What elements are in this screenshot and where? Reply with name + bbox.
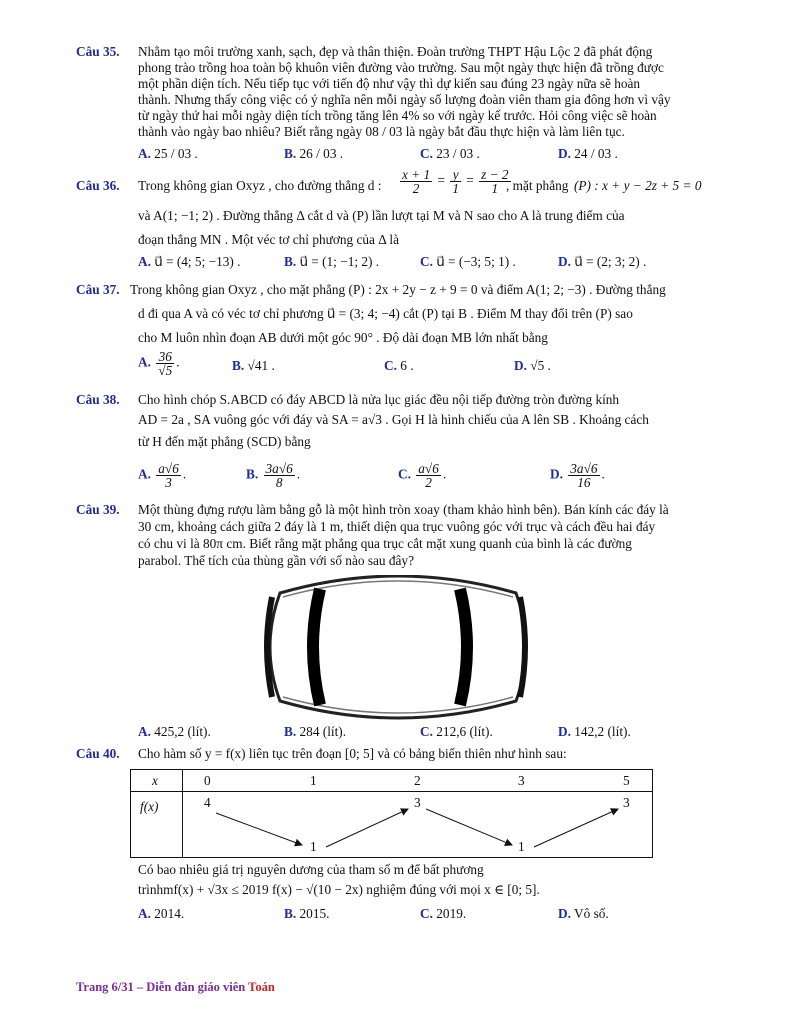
- question-text-line: một phần diện tích. Nếu tiếp tục với tiến độ như vậy thì dự kiến sau đúng 23 ngày nữa sẽ hoàn: [138, 76, 641, 91]
- option-c[interactable]: [420, 254, 516, 270]
- x-value: 3: [518, 773, 525, 788]
- site-name: Diễn đàn giáo viên: [146, 980, 249, 994]
- option-label: C.: [420, 906, 433, 921]
- question-number: Câu 36.: [76, 178, 120, 193]
- option-a[interactable]: [138, 724, 211, 740]
- option-text: 2014.: [154, 906, 185, 921]
- f-value: 1: [518, 839, 525, 854]
- fraction: $\frac{3a√6}{8}$: [265, 461, 293, 490]
- question-text-line: cho M luôn nhìn đoạn AB dưới một góc 90° . Độ dài đoạn MB lớn nhất bằng: [138, 330, 548, 345]
- f-value: 1: [310, 839, 317, 854]
- question-number: Câu 40.: [76, 746, 120, 761]
- option-label: D.: [558, 724, 571, 739]
- option-text: 2015.: [299, 906, 330, 921]
- option-label: C.: [420, 146, 433, 161]
- line-equation: $\frac{x + 1}{2}$ = $\frac{y}{1}$ = $\frac{z - 2}{1}$: [402, 167, 509, 196]
- option-text: 284 (lít).: [299, 724, 347, 739]
- option-text: 212,6 (lít).: [436, 724, 493, 739]
- question-text-line: từ ngày thứ hai mỗi ngày diện tích trồng tăng lên 4% so với ngày kế trước. Hỏi công việc sẽ hoàn: [138, 108, 657, 123]
- option-text: u⃗ = (1; −1; 2) .: [299, 254, 380, 269]
- question-text-line: từ H đến mặt phẳng (SCD) bằng: [138, 434, 311, 449]
- option-b[interactable]: B. $\frac{3a√6}{8}$ .: [246, 461, 301, 490]
- option-d[interactable]: [558, 906, 609, 922]
- option-label: B.: [284, 724, 297, 739]
- question-text-line: Trong không gian Oxyz , cho đường thẳng d :: [138, 178, 382, 193]
- option-d[interactable]: D. $\frac{3a√6}{16}$ .: [550, 461, 605, 490]
- option-a[interactable]: [138, 146, 198, 162]
- question-text-line: Một thùng đựng rượu làm bằng gỗ là một hình tròn xoay (tham khảo hình bên). Bán kính các đáy là: [138, 502, 669, 517]
- barrel-figure: [258, 575, 538, 720]
- option-label: C.: [384, 358, 397, 373]
- option-c[interactable]: C. $\frac{a√6}{2}$ .: [398, 461, 447, 490]
- option-text: 25 / 03 .: [154, 146, 198, 161]
- question-text-line: phong trào trồng hoa toàn bộ khuôn viên đường vào trường. Sau một ngày thực hiện đã trồng được: [138, 60, 664, 75]
- option-text: √41 .: [247, 358, 275, 373]
- option-text: 2019.: [436, 906, 467, 921]
- fraction: $\frac{a√6}{3}$: [158, 461, 179, 490]
- option-a[interactable]: A. $\frac{a√6}{3}$ .: [138, 461, 187, 490]
- question-text-line: Cho hình chóp S.ABCD có đáy ABCD là nửa lục giác đều nội tiếp đường tròn đường kính: [138, 392, 620, 407]
- page-number: Trang 6/31: [76, 980, 134, 994]
- option-text: 24 / 03 .: [574, 146, 618, 161]
- option-text: 26 / 03 .: [299, 146, 344, 161]
- option-text: u⃗ = (2; 3; 2) .: [574, 254, 647, 269]
- arrow-up: [534, 809, 618, 847]
- question-text-line: Có bao nhiêu giá trị nguyên dương của tham số m để bất phương: [138, 862, 484, 877]
- header-fx: f(x): [140, 799, 159, 814]
- option-label: B.: [232, 358, 245, 373]
- option-text: 23 / 03 .: [436, 146, 480, 161]
- option-label: A.: [138, 724, 151, 739]
- x-value: 5: [623, 773, 630, 788]
- option-label: B.: [284, 906, 297, 921]
- option-b[interactable]: [284, 906, 329, 922]
- option-label: A.: [138, 146, 151, 161]
- option-label: B.: [246, 466, 259, 482]
- footer-separator: –: [133, 980, 147, 994]
- question-text-line: d đi qua A và có véc tơ chỉ phương u⃗ = (3; 4; −4) cắt (P) tại B . Điểm M thay đổi trên (P) sao: [138, 306, 633, 321]
- option-b[interactable]: [284, 146, 343, 162]
- site-name-accent: Toán: [248, 980, 275, 994]
- option-label: A.: [138, 906, 151, 921]
- question-text-line: đoạn thẳng MN . Một véc tơ chỉ phương của Δ là: [138, 232, 399, 247]
- variation-arrows: [130, 769, 653, 858]
- question-number: Câu 37.: [76, 282, 120, 297]
- question-text-line: Trong không gian Oxyz , cho mặt phẳng (P) : 2x + 2y − z + 9 = 0 và điểm A(1; 2; −3) . Đường thẳng: [130, 282, 666, 297]
- arrow-down: [426, 809, 512, 845]
- page-footer: [76, 980, 275, 995]
- f-value: 4: [204, 795, 211, 810]
- header-x: x: [152, 773, 158, 788]
- x-value: 1: [310, 773, 317, 788]
- option-b[interactable]: [284, 724, 346, 740]
- option-label: C.: [398, 466, 411, 482]
- fraction: $\frac{a√6}{2}$: [418, 461, 439, 490]
- option-d[interactable]: [558, 146, 618, 162]
- fraction: $\frac{36}{√5}$: [158, 349, 173, 378]
- option-c[interactable]: [420, 146, 480, 162]
- option-label: D.: [558, 146, 571, 161]
- question-text-line: có chu vi là 80π cm. Biết rằng mặt phẳng qua trục cắt mặt xung quanh của bình là các đường: [138, 536, 632, 551]
- option-label: D.: [558, 254, 571, 269]
- option-b[interactable]: [232, 358, 275, 374]
- f-value: 3: [623, 795, 630, 810]
- option-a[interactable]: [138, 254, 240, 270]
- question-text-line: và A(1; −1; 2) . Đường thẳng Δ cắt d và (P) lần lượt tại M và N sao cho A là trung điểm của: [138, 208, 625, 223]
- barrel-hoop: [460, 589, 467, 705]
- option-d[interactable]: [514, 358, 551, 374]
- option-d[interactable]: [558, 254, 646, 270]
- question-text-line: 30 cm, khoảng cách giữa 2 đáy là 1 m, thiết diện qua trục vuông góc với trục và cách đều hai đáy: [138, 519, 656, 534]
- variation-table: [130, 769, 653, 858]
- x-value: 2: [414, 773, 421, 788]
- option-text: u⃗ = (4; 5; −13) .: [154, 254, 241, 269]
- question-text-line: trìnhmf(x) + √3x ≤ 2019 f(x) − √(10 − 2x) nghiệm đúng với mọi x ∈ [0; 5].: [138, 882, 540, 897]
- question-text-line: Cho hàm số y = f(x) liên tục trên đoạn [0; 5] và có bảng biến thiên như hình sau:: [138, 746, 567, 761]
- option-label: B.: [284, 254, 297, 269]
- fraction: $\frac{y}{1}$: [452, 167, 459, 196]
- arrow-down: [216, 813, 302, 845]
- option-label: A.: [138, 466, 151, 482]
- option-text: 142,2 (lít).: [574, 724, 631, 739]
- option-text: u⃗ = (−3; 5; 1) .: [436, 254, 516, 269]
- option-label: D.: [558, 906, 571, 921]
- option-label: A.: [138, 354, 151, 370]
- option-b[interactable]: [284, 254, 379, 270]
- fraction: $\frac{x + 1}{2}$: [402, 167, 431, 196]
- arrow-up: [326, 809, 408, 847]
- option-text: √5 .: [530, 358, 551, 373]
- fraction: $\frac{z - 2}{1}$: [481, 167, 509, 196]
- option-text: 6 .: [400, 358, 414, 373]
- option-c[interactable]: [384, 358, 414, 374]
- option-text: Vô số.: [574, 906, 609, 921]
- option-label: D.: [550, 466, 563, 482]
- f-value: 3: [414, 795, 421, 810]
- option-label: D.: [514, 358, 527, 373]
- option-c[interactable]: [420, 724, 493, 740]
- option-label: A.: [138, 254, 151, 269]
- fraction: $\frac{3a√6}{16}$: [570, 461, 598, 490]
- option-text: 425,2 (lít).: [154, 724, 211, 739]
- option-c[interactable]: [420, 906, 466, 922]
- question-text-line: thành vào ngày bao nhiêu? Biết rằng ngày 08 / 03 là ngày bắt đầu thực hiện và làm liên tục.: [138, 124, 625, 139]
- question-number: Câu 38.: [76, 392, 120, 407]
- option-a[interactable]: [138, 906, 184, 922]
- option-a[interactable]: A. $\frac{36}{√5}$ .: [138, 349, 180, 378]
- option-d[interactable]: [558, 724, 631, 740]
- question-text-line: , mặt phẳng: [506, 178, 569, 193]
- question-text-line: parabol. Thể tích của thùng gần với số nào sau đây?: [138, 553, 414, 568]
- option-label: C.: [420, 254, 433, 269]
- plane-equation: (P) : x + y − 2z + 5 = 0: [574, 178, 702, 193]
- option-label: C.: [420, 724, 433, 739]
- option-label: B.: [284, 146, 297, 161]
- question-text-line: AD = 2a , SA vuông góc với đáy và SA = a√3 . Gọi H là hình chiếu của A lên SB . Khoảng cách: [138, 412, 649, 427]
- question-number: Câu 35.: [76, 44, 120, 59]
- barrel-hoop: [313, 589, 320, 705]
- question-text-line: Nhằm tạo môi trường xanh, sạch, đẹp và thân thiện. Đoàn trường THPT Hậu Lộc 2 đã phát động: [138, 44, 653, 59]
- question-number: Câu 39.: [76, 502, 120, 517]
- x-value: 0: [204, 773, 211, 788]
- question-text-line: thành. Nhưng thấy công việc có ý nghĩa nên mỗi ngày số lượng đoàn viên tham gia đông hơn vì vậy: [138, 92, 671, 107]
